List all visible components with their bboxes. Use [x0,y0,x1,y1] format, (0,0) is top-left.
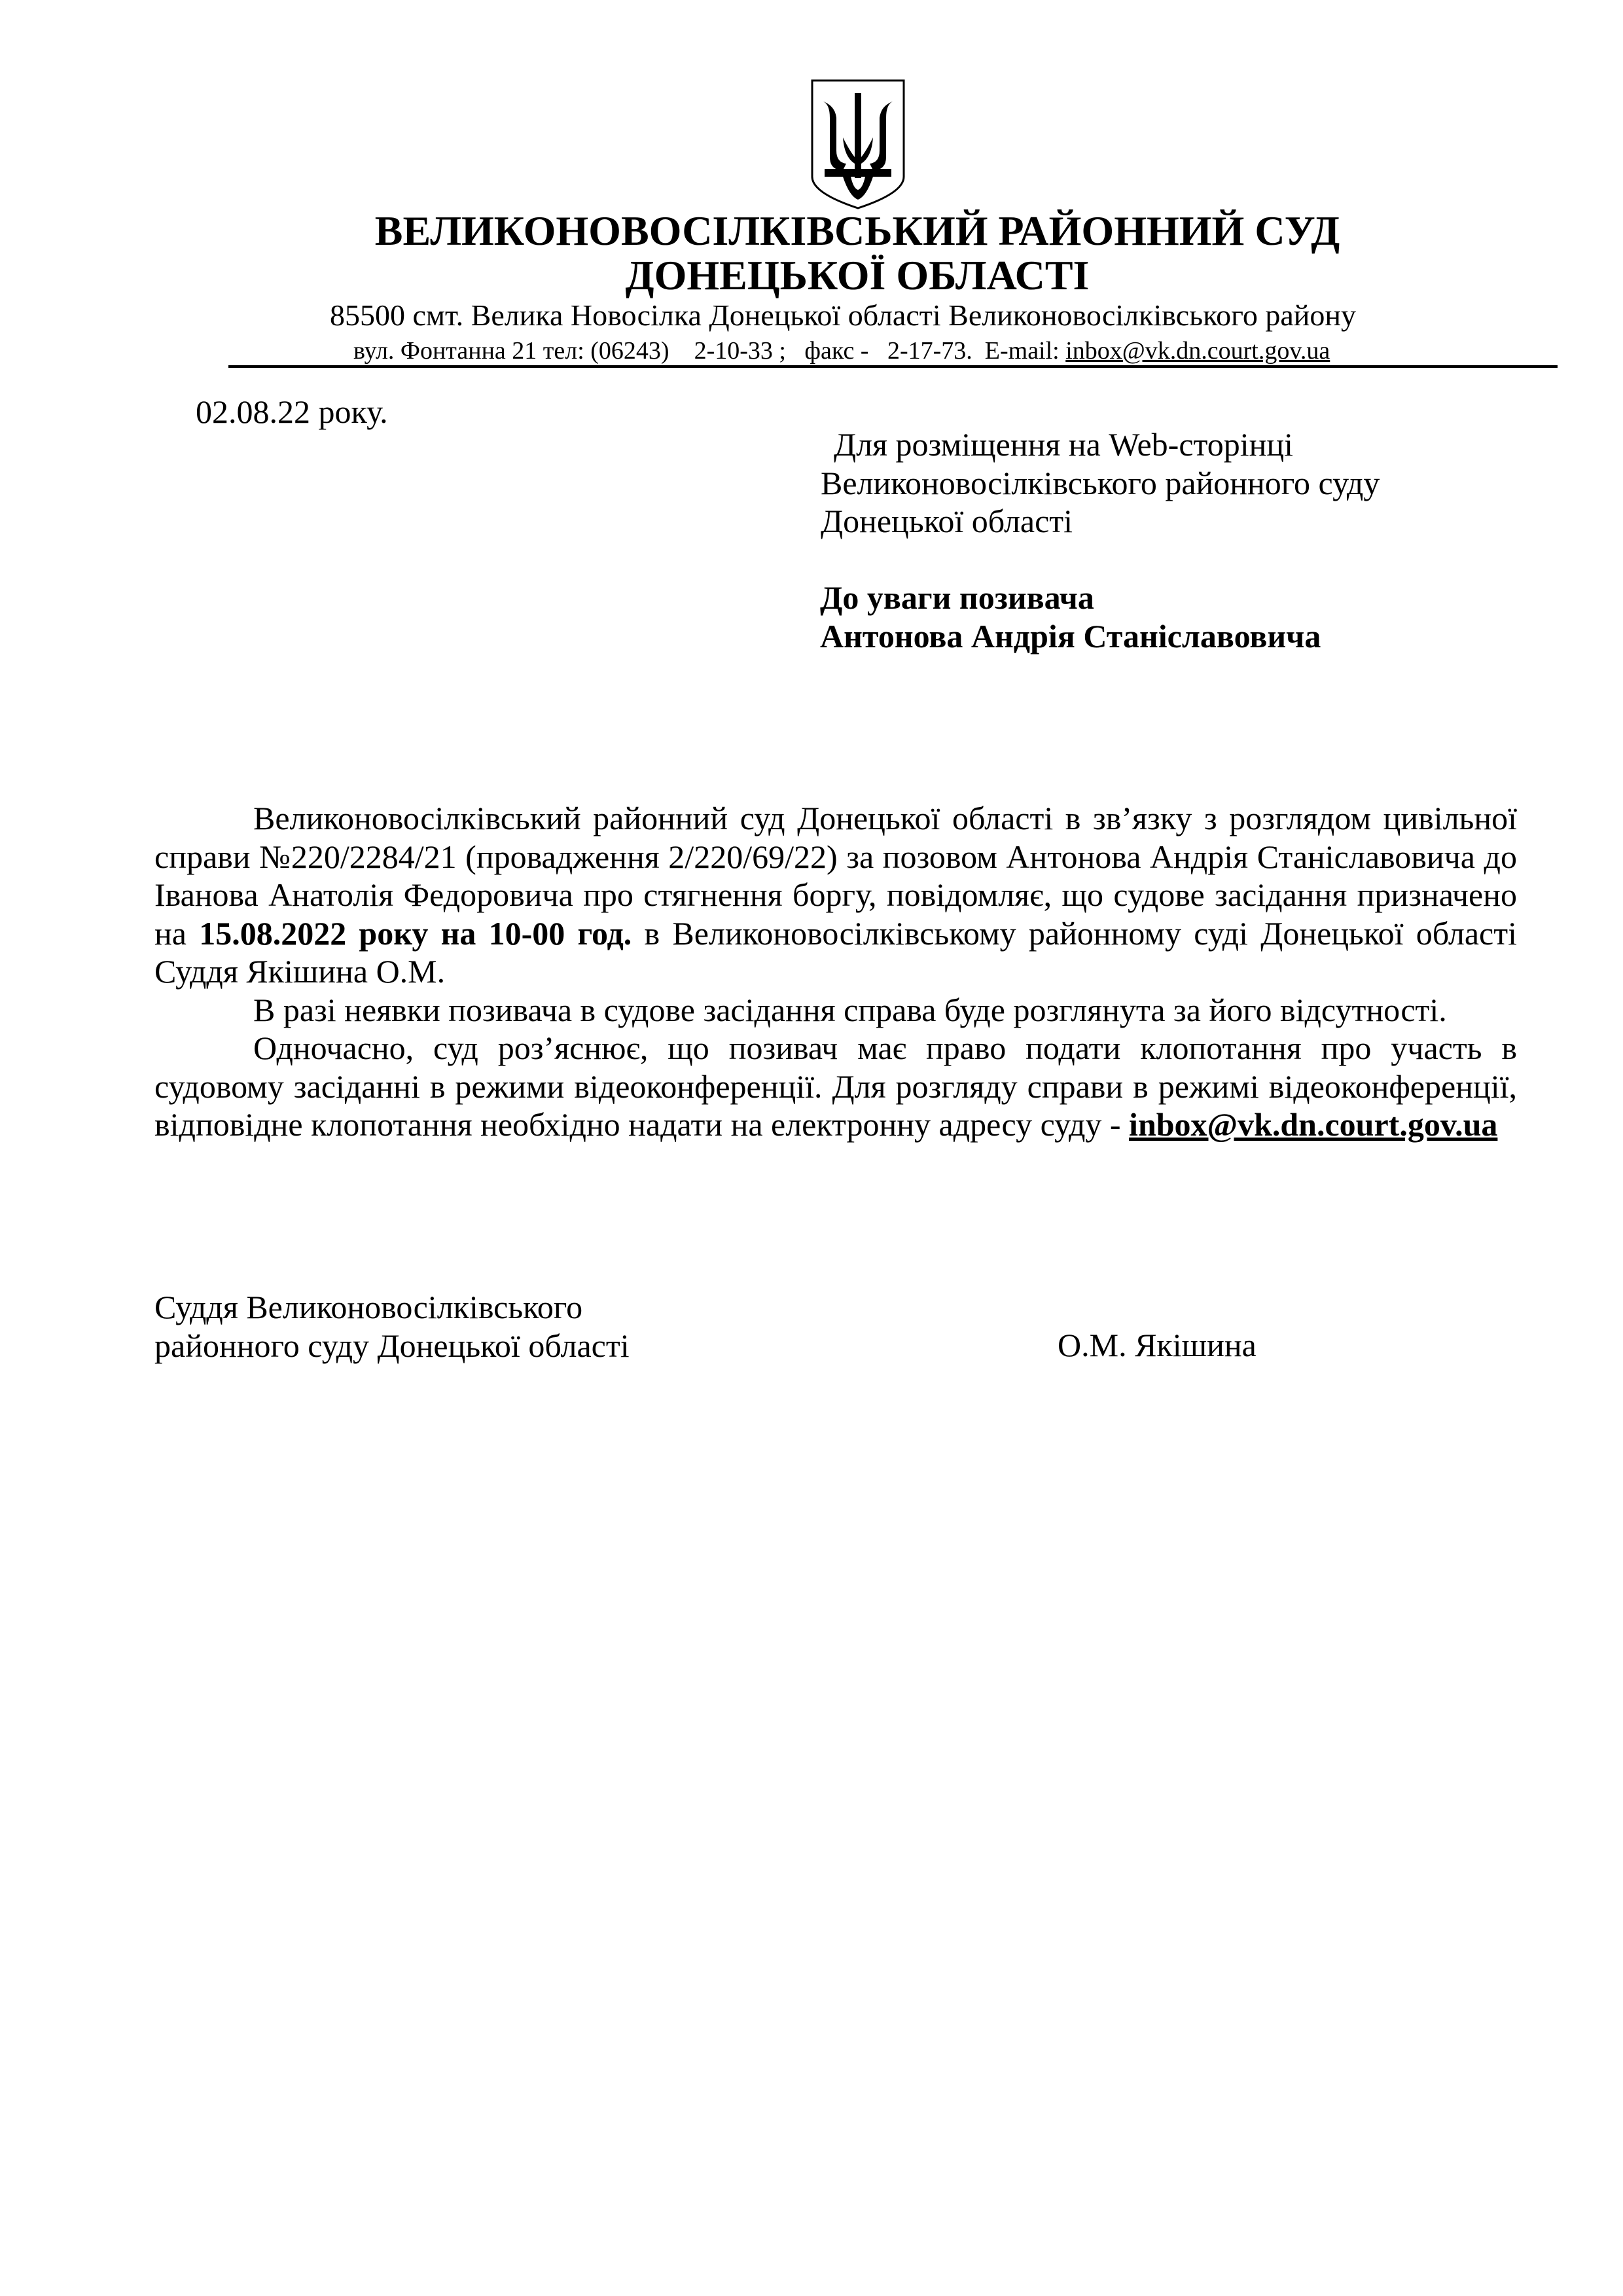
attention-block [820,579,1321,655]
court-name-line2: ДОНЕЦЬКОЇ ОБЛАСТІ [625,252,1090,298]
attention-line: До уваги позивача [820,579,1094,616]
text: Великоновосілківський районний суд Донецької області в зв’язку з розглядом цивільної справи №220/2284/21 (провадження 2/220/69/22) за позовом Антонова Андрія Станіславовича до Іванова Анатолія Федоровича про стягнення боргу, повідомляє, що судове засідання призначено на [154,800,1517,952]
notice-body [154,799,1517,1144]
signature-title-line: Суддя Великоновосілківського [154,1289,583,1325]
document-date: 02.08.22 року. [196,393,388,430]
destination-block [821,425,1380,541]
paragraph-absence: В разі неявки позивача в судове засідання справа буде розглянута за його відсутності. [253,991,1447,1028]
hearing-datetime: 15.08.2022 року на 10-00 год. [199,914,632,952]
header-rule [228,365,1558,368]
court-contacts [353,336,1330,365]
signature-title [154,1288,630,1365]
text: в Великоновосілківському районному суді Донецької області Суддя Якішина О.М. [154,914,1517,990]
paragraph-videoconference [154,1029,1517,1144]
court-name-line1: ВЕЛИКОНОВОСІЛКІВСЬКИЙ РАЙОННИЙ СУД [374,207,1340,254]
destination-line: Донецької області [821,503,1073,539]
paragraph-hearing [154,799,1517,991]
destination-line: Великоновосілківського районного суду [821,464,1380,501]
coat-of-arms-icon [810,79,906,209]
attention-line: Антонова Андрія Станіславовича [820,617,1321,655]
header-email-link[interactable]: inbox@vk.dn.court.gov.ua [1065,337,1330,365]
text: Одночасно, суд роз’яснює, що позивач має право подати клопотання про участь в судовому засіданні в режими відеоконференції. Для розгляду справи в режимі відеоконференції, відповідне клопотання необхідно надати на електронну адресу суду - [154,1030,1517,1143]
court-address: 85500 смт. Велика Новосілка Донецької області Великоновосілківського району [330,298,1356,332]
signature-name: О.М. Якішина [1058,1327,1257,1363]
signature-title-line: районного суду Донецької області [154,1327,630,1364]
court-email-link[interactable]: inbox@vk.dn.court.gov.ua [1129,1106,1498,1143]
destination-line: Для розміщення на Web-сторінці [834,426,1294,463]
contacts-text: вул. Фонтанна 21 тел: (06243) 2-10-33 ; факс - 2-17-73. E-mail: [353,337,1066,365]
